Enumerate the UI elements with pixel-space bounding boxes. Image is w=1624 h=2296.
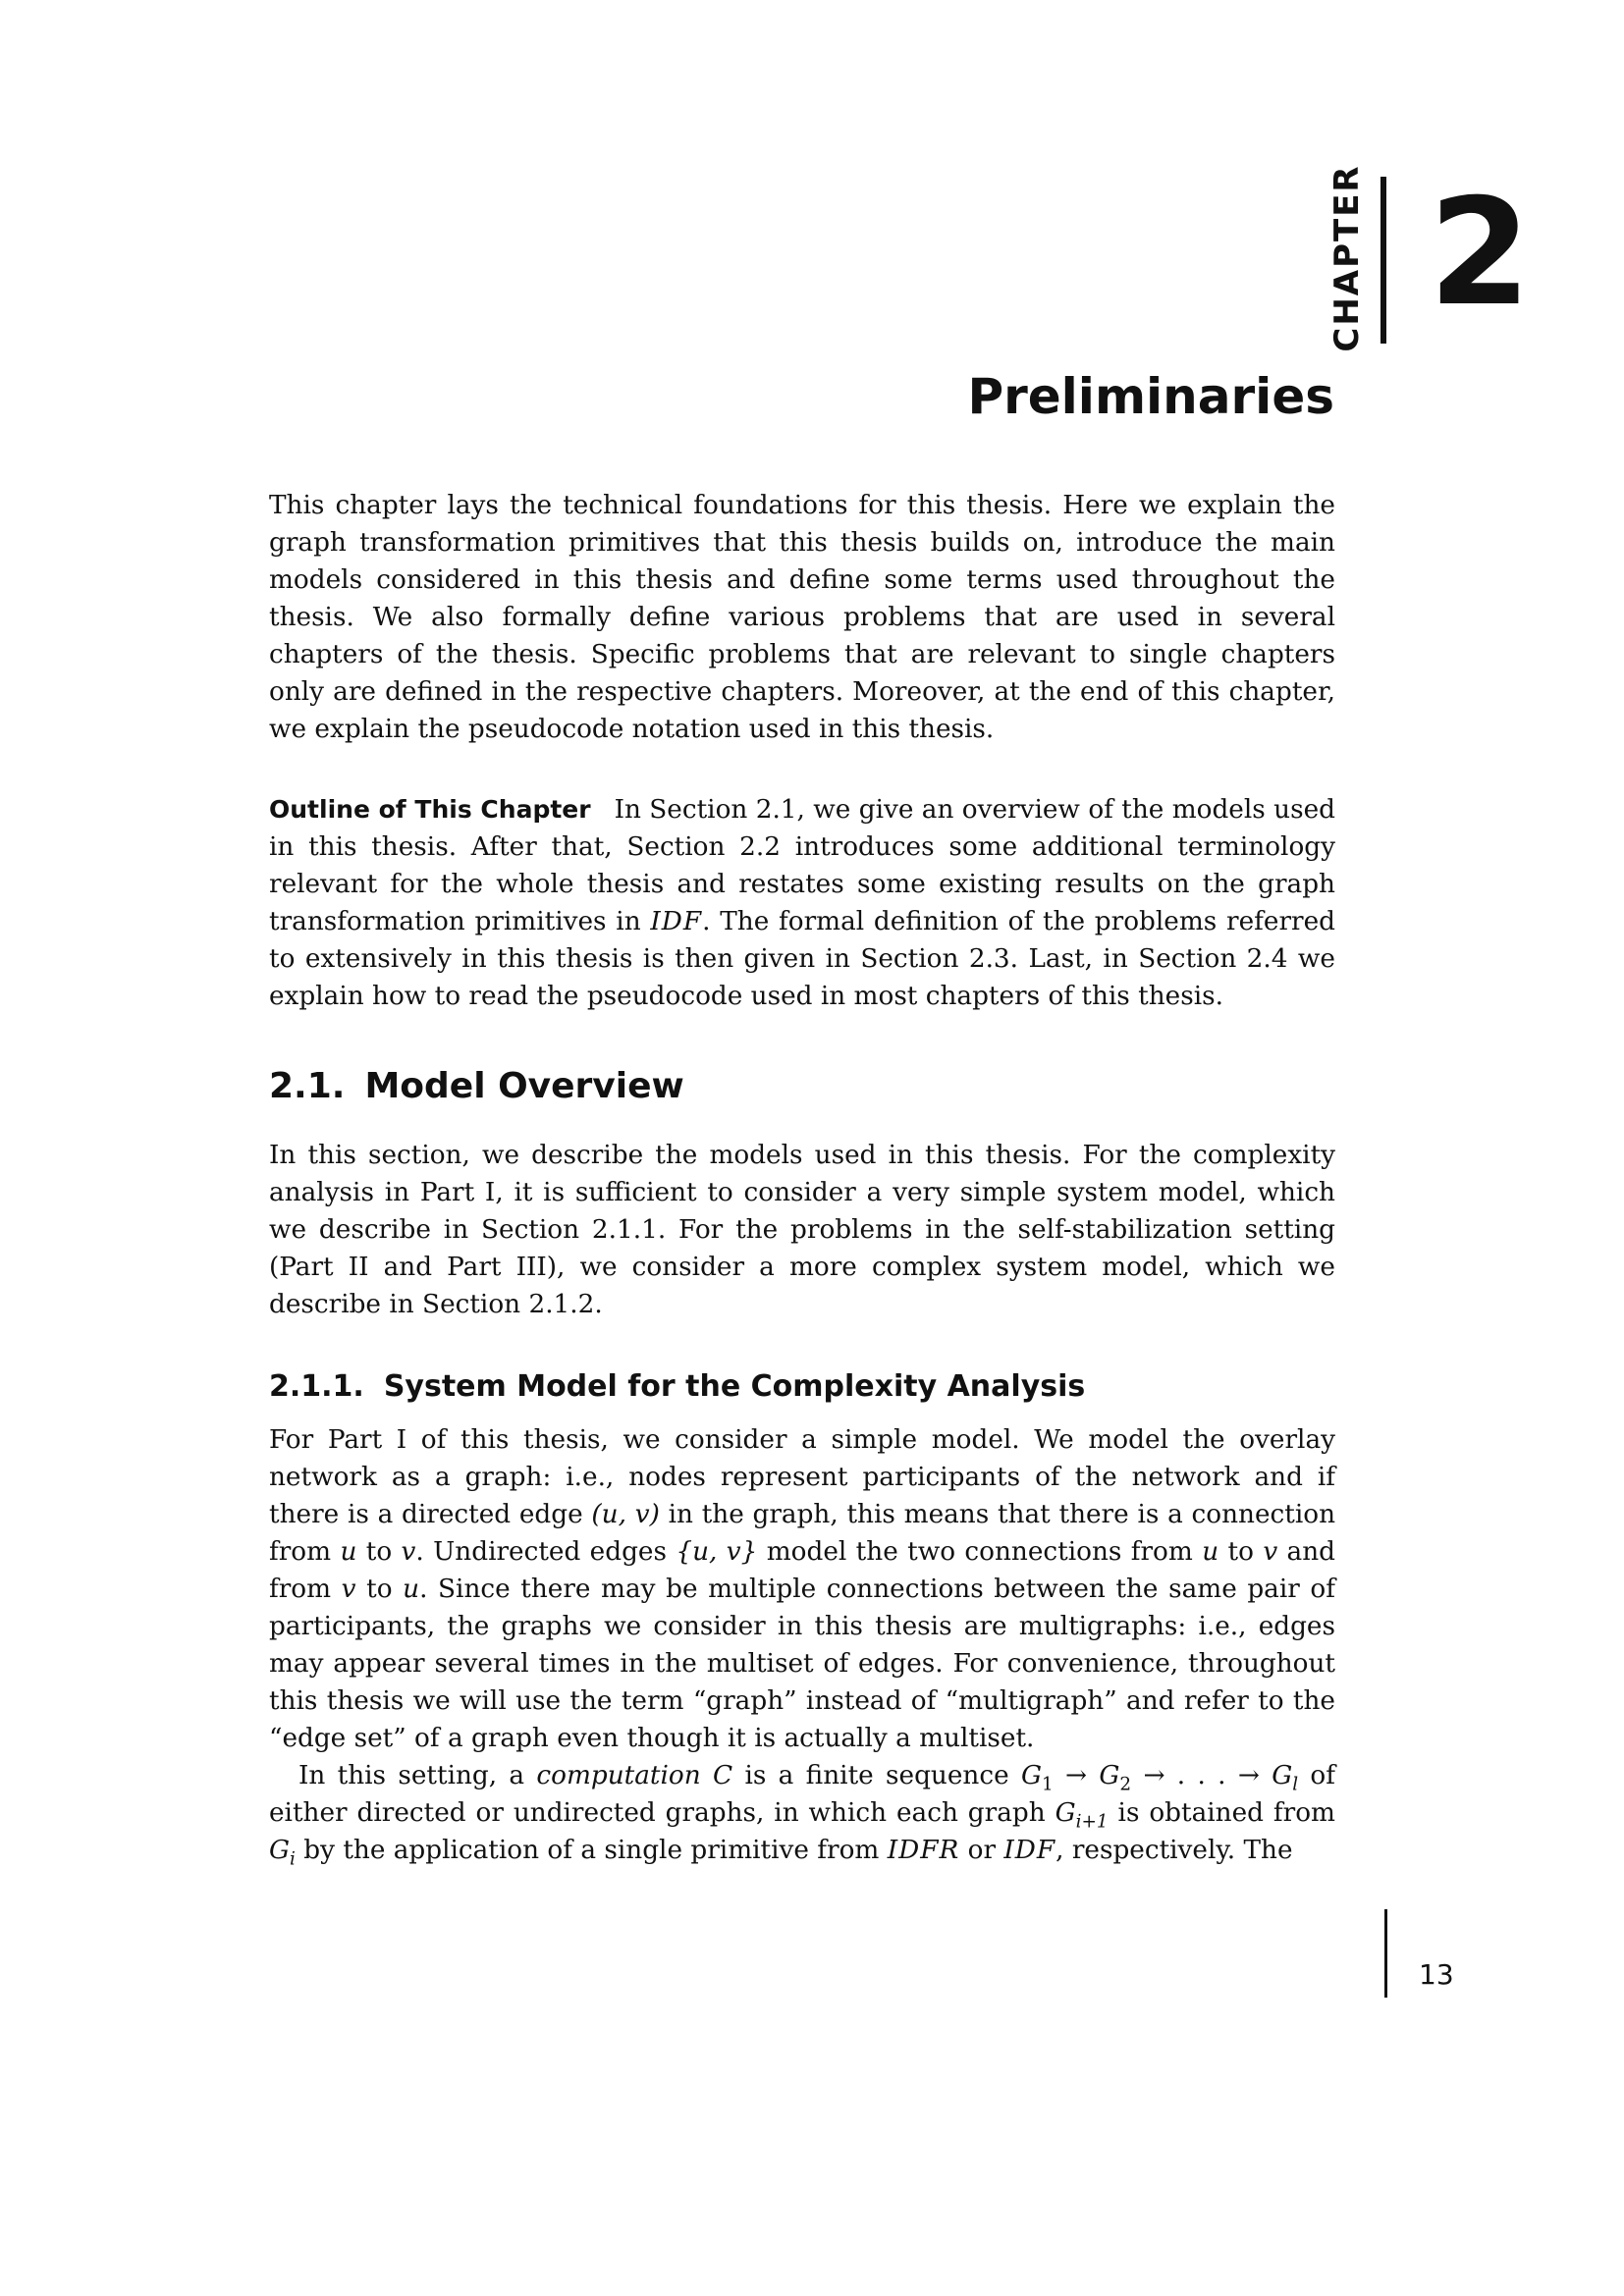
text-run: . Undirected edges bbox=[415, 1537, 677, 1567]
math-g: G bbox=[1272, 1761, 1293, 1790]
chapter-label-text: CHAPTER bbox=[1327, 164, 1367, 352]
text-run: In this setting, a bbox=[298, 1761, 537, 1790]
math-g: G bbox=[1055, 1798, 1076, 1828]
outline-paragraph bbox=[269, 791, 1335, 1015]
math-subscript: 2 bbox=[1119, 1774, 1132, 1795]
idf-symbol: IDF bbox=[650, 907, 703, 936]
text-run: model the two connections from bbox=[757, 1537, 1203, 1567]
math-g: G bbox=[1099, 1761, 1120, 1790]
math-v: v bbox=[1263, 1537, 1278, 1567]
chapter-label bbox=[1259, 164, 1435, 352]
idfr-symbol: IDFR bbox=[887, 1836, 960, 1865]
math-arrow: → bbox=[1053, 1761, 1100, 1790]
subsection-paragraph-1 bbox=[269, 1421, 1335, 1757]
page-number: 13 bbox=[1419, 1958, 1454, 1991]
intro-text: This chapter lays the technical foundations for this thesis. Here we explain the graph transformation primitives that this thesis builds on, introduce the main models considered in this thesis and define some terms used throughout the thesis. We also formally define various problems that are used in several chapters of the thesis. Specific problems that are relevant to single chapters only are defined in the respective chapters. Moreover, at the end of this chapter, we explain the pseudocode notation used in this thesis. bbox=[269, 491, 1335, 744]
math-g: G bbox=[269, 1836, 291, 1865]
math-g: G bbox=[1020, 1761, 1042, 1790]
text-run: and from bbox=[269, 1537, 1335, 1604]
subsection-heading-2-1-1 bbox=[269, 1367, 1085, 1407]
math-subscript: 1 bbox=[1041, 1774, 1054, 1795]
idf-symbol: IDF bbox=[1003, 1836, 1056, 1865]
math-undirected-edge: {u, v} bbox=[676, 1537, 758, 1567]
subsection-number: 2.1.1. bbox=[269, 1369, 364, 1404]
math-c: C bbox=[713, 1761, 733, 1790]
outline-text-1: In Section 2.1, we give an overview of the models used in this thesis. After that, Section 2.2 introduces some additional terminology relevant for the whole thesis and restates some existing results on the graph transformation primitives in bbox=[269, 795, 1335, 936]
text-run: to bbox=[355, 1575, 404, 1604]
math-subscript: i+1 bbox=[1075, 1811, 1109, 1833]
subsection-2-1-1-body bbox=[269, 1421, 1335, 1869]
math-v: v bbox=[401, 1537, 416, 1567]
text-run: in the graph, this means that there is a connection from bbox=[269, 1500, 1336, 1567]
section-2-1-text: In this section, we describe the models used in this thesis. For the complexity analysis in Part I, it is sufficient to consider a very simple system model, which we describe in Section 2.1.1. For the problems in the self-stabilization setting (Part II and Part III), we consider a more complex system model, which we describe in Section 2.1.2. bbox=[269, 1141, 1335, 1319]
math-u: u bbox=[340, 1537, 357, 1567]
subsection-title: System Model for the Complexity Analysis bbox=[383, 1369, 1086, 1404]
text-run: of either directed or undirected graphs, in which each graph bbox=[269, 1761, 1335, 1828]
math-u: u bbox=[1202, 1537, 1219, 1567]
math-arrow-dots: → . . . → bbox=[1131, 1761, 1272, 1790]
text-run: or bbox=[959, 1836, 1004, 1865]
outline-heading: Outline of This Chapter bbox=[269, 795, 591, 824]
math-u: u bbox=[403, 1575, 420, 1604]
text-run: , respectively. The bbox=[1056, 1836, 1293, 1865]
text-run: is a finite sequence bbox=[732, 1761, 1021, 1790]
section-title: Model Overview bbox=[364, 1066, 684, 1106]
text-run: to bbox=[356, 1537, 402, 1567]
section-2-1-paragraph bbox=[269, 1137, 1335, 1323]
math-edge-uv: (u, v) bbox=[591, 1500, 660, 1529]
chapter-divider bbox=[1380, 177, 1386, 344]
text-run: by the application of a single primitive from bbox=[295, 1836, 888, 1865]
footer-divider bbox=[1384, 1909, 1387, 1998]
text-run: to bbox=[1218, 1537, 1264, 1567]
chapter-title: Preliminaries bbox=[967, 368, 1334, 425]
text-run: . Since there may be multiple connections between the same pair of participants, the graphs we consider in this thesis are multigraphs: i.e., edges may appear several times in the multiset of edges. For convenience, throughout this thesis we will use the term “graph” instead of “multigraph” and refer to the “edge set” of a graph even though it is actually a multiset. bbox=[269, 1575, 1336, 1753]
emphasis-computation: computation bbox=[536, 1761, 701, 1790]
section-number: 2.1. bbox=[269, 1066, 346, 1106]
section-heading-2-1 bbox=[269, 1063, 684, 1110]
math-v: v bbox=[341, 1575, 356, 1604]
chapter-number: 2 bbox=[1429, 168, 1532, 339]
math-subscript: l bbox=[1292, 1774, 1299, 1795]
text-run: For Part I of this thesis, we consider a simple model. We model the overlay network as a graph: i.e., nodes represent participants of the network and if there is a directed edge bbox=[269, 1425, 1335, 1529]
outline-text bbox=[269, 791, 1335, 1015]
text-run: is obtained from bbox=[1108, 1798, 1335, 1828]
intro-paragraph bbox=[269, 487, 1335, 748]
subsection-paragraph-2 bbox=[269, 1757, 1335, 1869]
outline-text-2: . The formal definition of the problems referred to extensively in this thesis is then given in Section 2.3. Last, in Section 2.4 we explain how to read the pseudocode used in most chapters of this thesis. bbox=[269, 907, 1335, 1011]
math-subscript: i bbox=[290, 1848, 296, 1870]
